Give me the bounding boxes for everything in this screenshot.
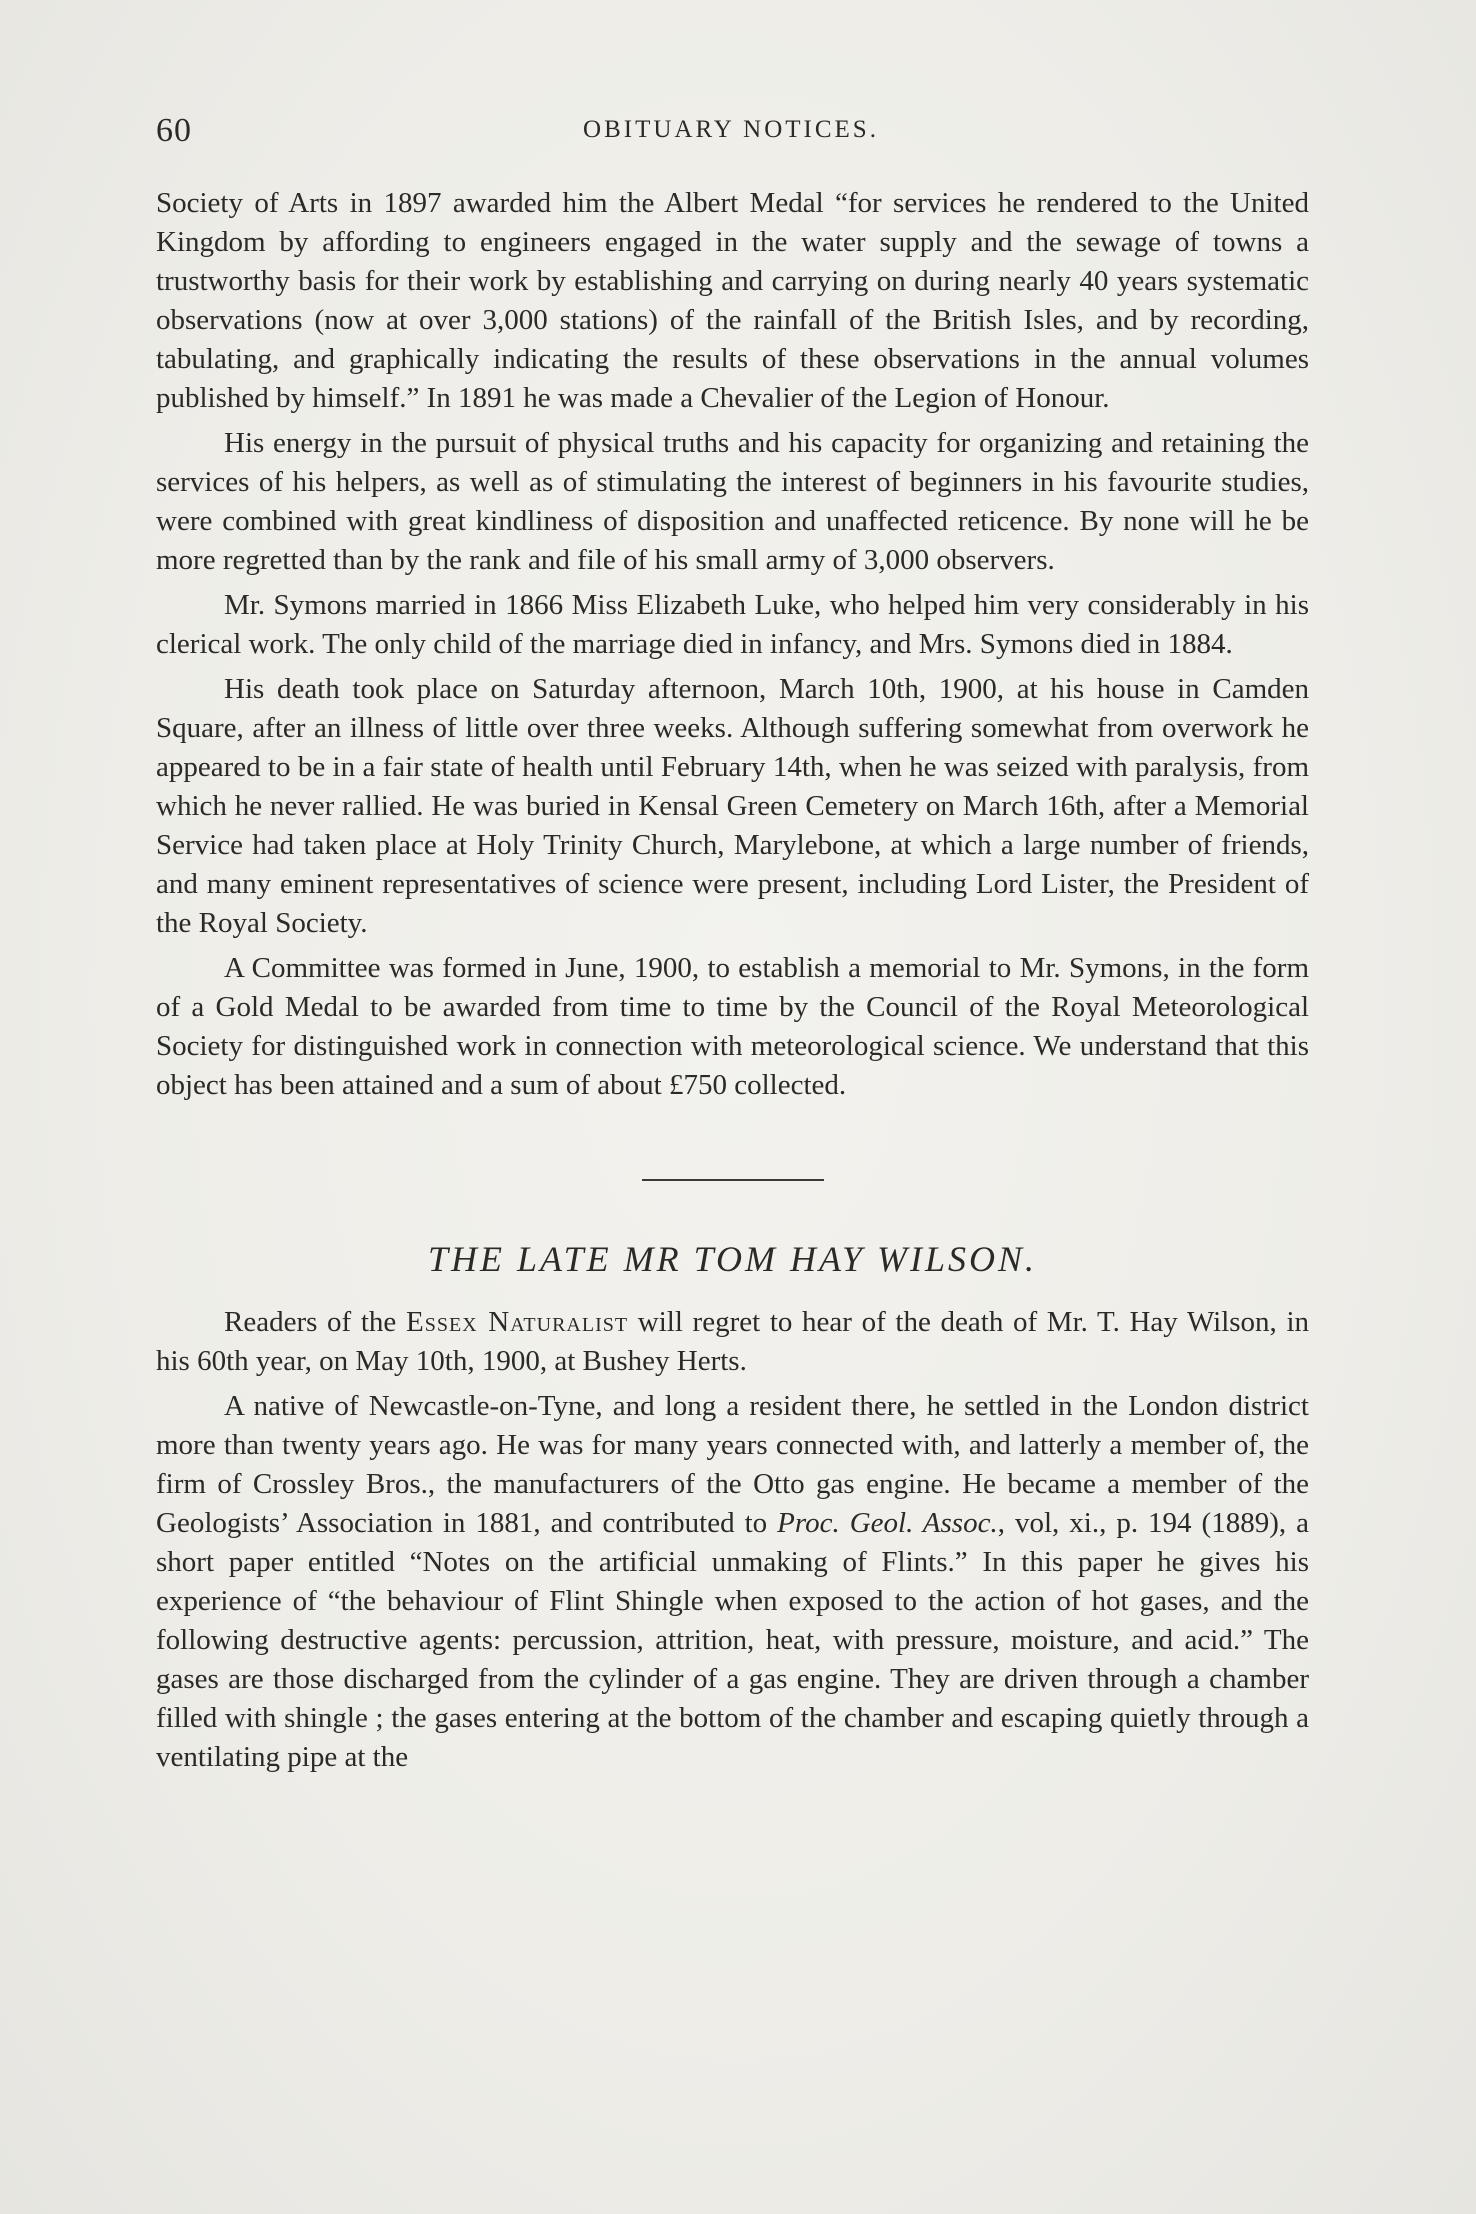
biography-text-part2: , vol, xi., p. 194 (1889), a short paper entitled “Notes on the artificial unmaking of Flints.” In this paper he gives his experience of “the behaviour of Flint Shingle when exposed to the action of hot gases, and the following destructive agents: percussion, attrition, heat, with pressure, moisture, and acid.” The gases are those discharged from the cylinder of a gas engine. They are driven through a chamber filled with shingle ; the gases entering at the bottom of the chamber and escaping quietly through a ventilating pipe at the [156,1507,1309,1773]
paragraph-death: His death took place on Saturday afternoon, March 10th, 1900, at his house in Camden Square, after an illness of little over three weeks. Although suffering somewhat from overwork he appeared to be in a fair state of health until February 14th, when he was seized with paralysis, from which he never rallied. He was buried in Kensal Green Cemetery on March 16th, after a Memorial Service had taken place at Holy Trinity Church, Marylebone, at which a large number of friends, and many eminent representatives of science were present, including Lord Lister, the President of the Royal Society. [156,673,1309,939]
paragraph-biography [156,1387,1309,1777]
readers-text-before: Readers of the [224,1306,397,1338]
paragraph-albert-medal: Society of Arts in 1897 awarded him the Albert Medal “for services he rendered to the United Kingdom by affording to engineers engaged in the water supply and the sewage of towns a trustworthy basis for their work by establishing and carrying on during nearly 40 years systematic observations (now at over 3,000 stations) of the rainfall of the British Isles, and by recording, tabulating, and graphically indicating the results of these observations in the annual volumes published by himself.” In 1891 he was made a Chevalier of the Legion of Honour. [156,187,1309,414]
journal-name: Essex Naturalist [405,1306,629,1338]
page-number: 60 [156,112,192,149]
paragraph-memorial: A Committee was formed in June, 1900, to establish a memorial to Mr. Symons, in the form of a Gold Medal to be awarded from time to time by the Council of the Royal Meteorological Society for distinguished work in connection with meteorological science. We understand that this object has been attained and a sum of about £750 collected. [156,952,1309,1101]
paragraph-marriage: Mr. Symons married in 1866 Miss Elizabeth Luke, who helped him very considerably in his clerical work. The only child of the marriage died in infancy, and Mrs. Symons died in 1884. [156,589,1309,660]
paragraph-readers [156,1303,1309,1381]
running-head: OBITUARY NOTICES. [583,116,879,143]
readers-text-after: will regret to hear of the death of Mr. T. Hay Wilson, in his 60th year, on May 10th, 1900, at Bushey Herts. [156,1306,1310,1377]
article-title: THE LATE MR TOM HAY WILSON. [427,1239,1038,1279]
page-body [156,184,1309,1783]
biography-text-part1: A native of Newcastle-on-Tyne, and long a resident there, he settled in the London district more than twenty years ago. He was for many years connected with, and latterly a member of, the firm of Crossley Bros., the manufacturers of the Otto gas engine. He became a member of the Geologists’ Association in 1881, and contributed to [156,1390,1309,1539]
paragraph-energy: His energy in the pursuit of physical truths and his capacity for organizing and retaining the services of his helpers, as well as of stimulating the interest of beginners in his favourite studies, were combined with great kindliness of disposition and unaffected reticence. By none will he be more regretted than by the rank and file of his small army of 3,000 observers. [156,427,1309,576]
citation-journal: Proc. Geol. Assoc. [777,1507,998,1539]
section-divider [642,1179,824,1181]
page-header [156,112,1306,156]
